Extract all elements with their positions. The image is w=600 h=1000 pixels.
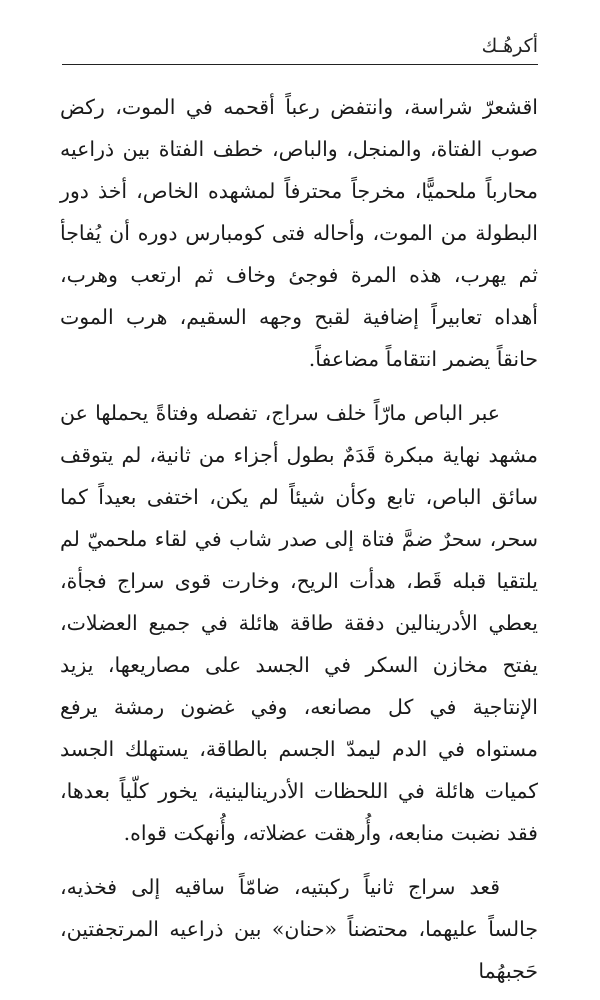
- header-title: أكرهُـك: [481, 35, 538, 57]
- paragraph-1: اقشعرّ شراسة، وانتفض رعباً أقحمه في الموت، ركض صوب الفتاة، والمنجل، والباص، خطف الفتاة بين ذراعيه محارباً ملحميًّا، مخرجاً محترفاً لمشهده الخاص، أخذ دور البطولة من الموت، وأحاله فتى كومبارس دوره أن يُفاجأ ثم يهرب، هذه المرة فوجئ وخاف ثم ارتعب وهرب، أهداه تعابيراً إضافية لقبح وجهه السقيم، هرب الموت حانقاً يضمر انتقاماً مضاعفاً.: [60, 95, 538, 371]
- running-header: [62, 26, 538, 65]
- paragraph-2: عبر الباص مارّاً خلف سراج، تفصله وفتاةً يحملها عن مشهد نهاية مبكرة قَدَمٌ بطول أجزاء من ثانية، لم يتوقف سائق الباص، تابع وكأن شيئاً لم يكن، اختفى بعيداً كما سحر، سحرٌ ضمَّ فتاة إلى صدر شاب في لقاء ملحميّ لم يلتقيا قبله قَط، هدأت الريح، وخارت قوى سراج فجأة، يعطي الأدرينالين دفقة طاقة هائلة في جميع العضلات، يفتح مخازن السكر في الجسد على مصاريعها، يزيد الإنتاجية في كل مصانعه، وفي غضون رمشة يرفع مستواه في الدم ليمدّ الجسم بالطاقة، يستهلك الجسد كميات هائلة في اللحظات الأدرينالينية، يخور كلّياً بعدها، فقد نضبت منابعه، وأُرهقت عضلاته، وأُنهكت قواه.: [60, 401, 538, 845]
- body-text: [60, 86, 538, 992]
- paragraph-3: قعد سراج ثانياً ركبتيه، ضامّاً ساقيه إلى فخذيه، جالساً عليهما، محتضناً «حنان» بين ذراعيه المرتجفتين، حَجبهُما: [60, 875, 538, 983]
